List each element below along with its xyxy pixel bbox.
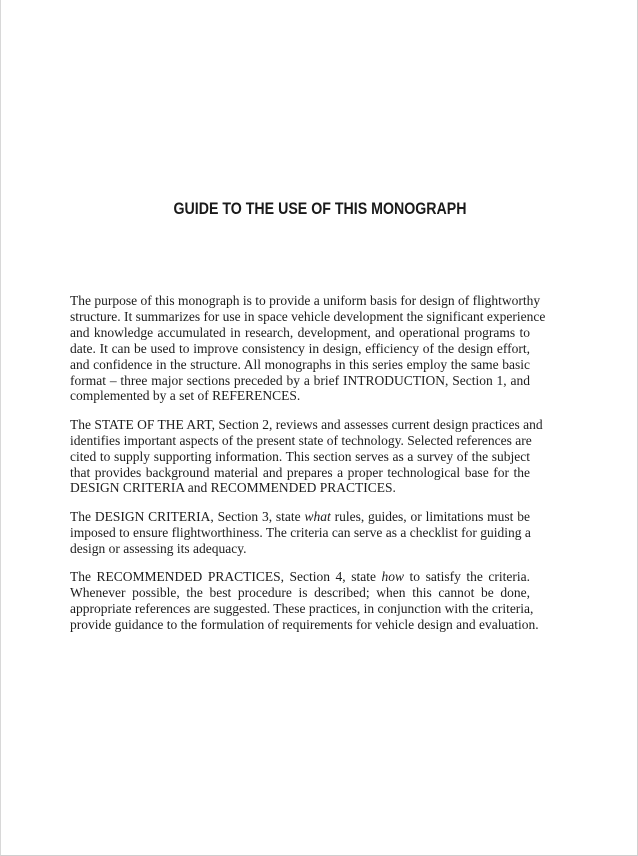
- text-line: and confidence in the structure. All monographs in this series employ the same basic: [70, 356, 530, 372]
- document-body: [70, 293, 546, 645]
- text-line: design or assessing its adequacy.: [70, 540, 247, 556]
- text-run: rules, guides, or limitations must be: [330, 508, 530, 524]
- text-line: structure. It summarizes for use in space vehicle development the significant experience: [70, 308, 546, 324]
- paragraph-design-criteria: [70, 509, 530, 557]
- text-run: The DESIGN CRITERIA, Section 3, state: [70, 508, 305, 524]
- text-line: format – three major sections preceded by a brief INTRODUCTION, Section 1, and: [70, 372, 530, 388]
- text-line: imposed to ensure flightworthiness. The criteria can serve as a checklist for guiding a: [70, 524, 531, 540]
- emphasis-how: how: [381, 569, 404, 585]
- text-run: to satisfy the criteria.: [404, 569, 530, 585]
- text-line: date. It can be used to improve consistency in design, efficiency of the design effort,: [70, 340, 530, 356]
- text-line: [70, 509, 530, 525]
- text-line: cited to supply supporting information. This section serves as a survey of the subject: [70, 448, 530, 464]
- text-line: appropriate references are suggested. These practices, in conjunction with the criteria,: [70, 600, 534, 616]
- paragraph-purpose: [70, 293, 546, 404]
- text-line: [70, 569, 530, 585]
- text-line: DESIGN CRITERIA and RECOMMENDED PRACTICES.: [70, 480, 396, 496]
- text-line: complemented by a set of REFERENCES.: [70, 388, 301, 404]
- text-line: The STATE OF THE ART, Section 2, reviews and assesses current design practices and: [70, 416, 543, 432]
- text-line: provide guidance to the formulation of requirements for vehicle design and evaluation.: [70, 616, 539, 632]
- text-line: and knowledge accumulated in research, development, and operational programs to: [70, 324, 530, 340]
- emphasis-what: what: [304, 508, 331, 524]
- text-run: The RECOMMENDED PRACTICES, Section 4, state: [70, 569, 382, 585]
- text-line: that provides background material and prepares a proper technological base for the: [70, 464, 530, 480]
- page-title: GUIDE TO THE USE OF THIS MONOGRAPH: [173, 200, 467, 218]
- text-line: identifies important aspects of the present state of technology. Selected references are: [70, 432, 532, 448]
- text-line: The purpose of this monograph is to provide a uniform basis for design of flightworthy: [70, 293, 541, 308]
- paragraph-recommended-practices: [70, 569, 539, 633]
- text-line: Whenever possible, the best procedure is described; when this cannot be done,: [70, 585, 530, 600]
- paragraph-state-of-the-art: [70, 416, 543, 497]
